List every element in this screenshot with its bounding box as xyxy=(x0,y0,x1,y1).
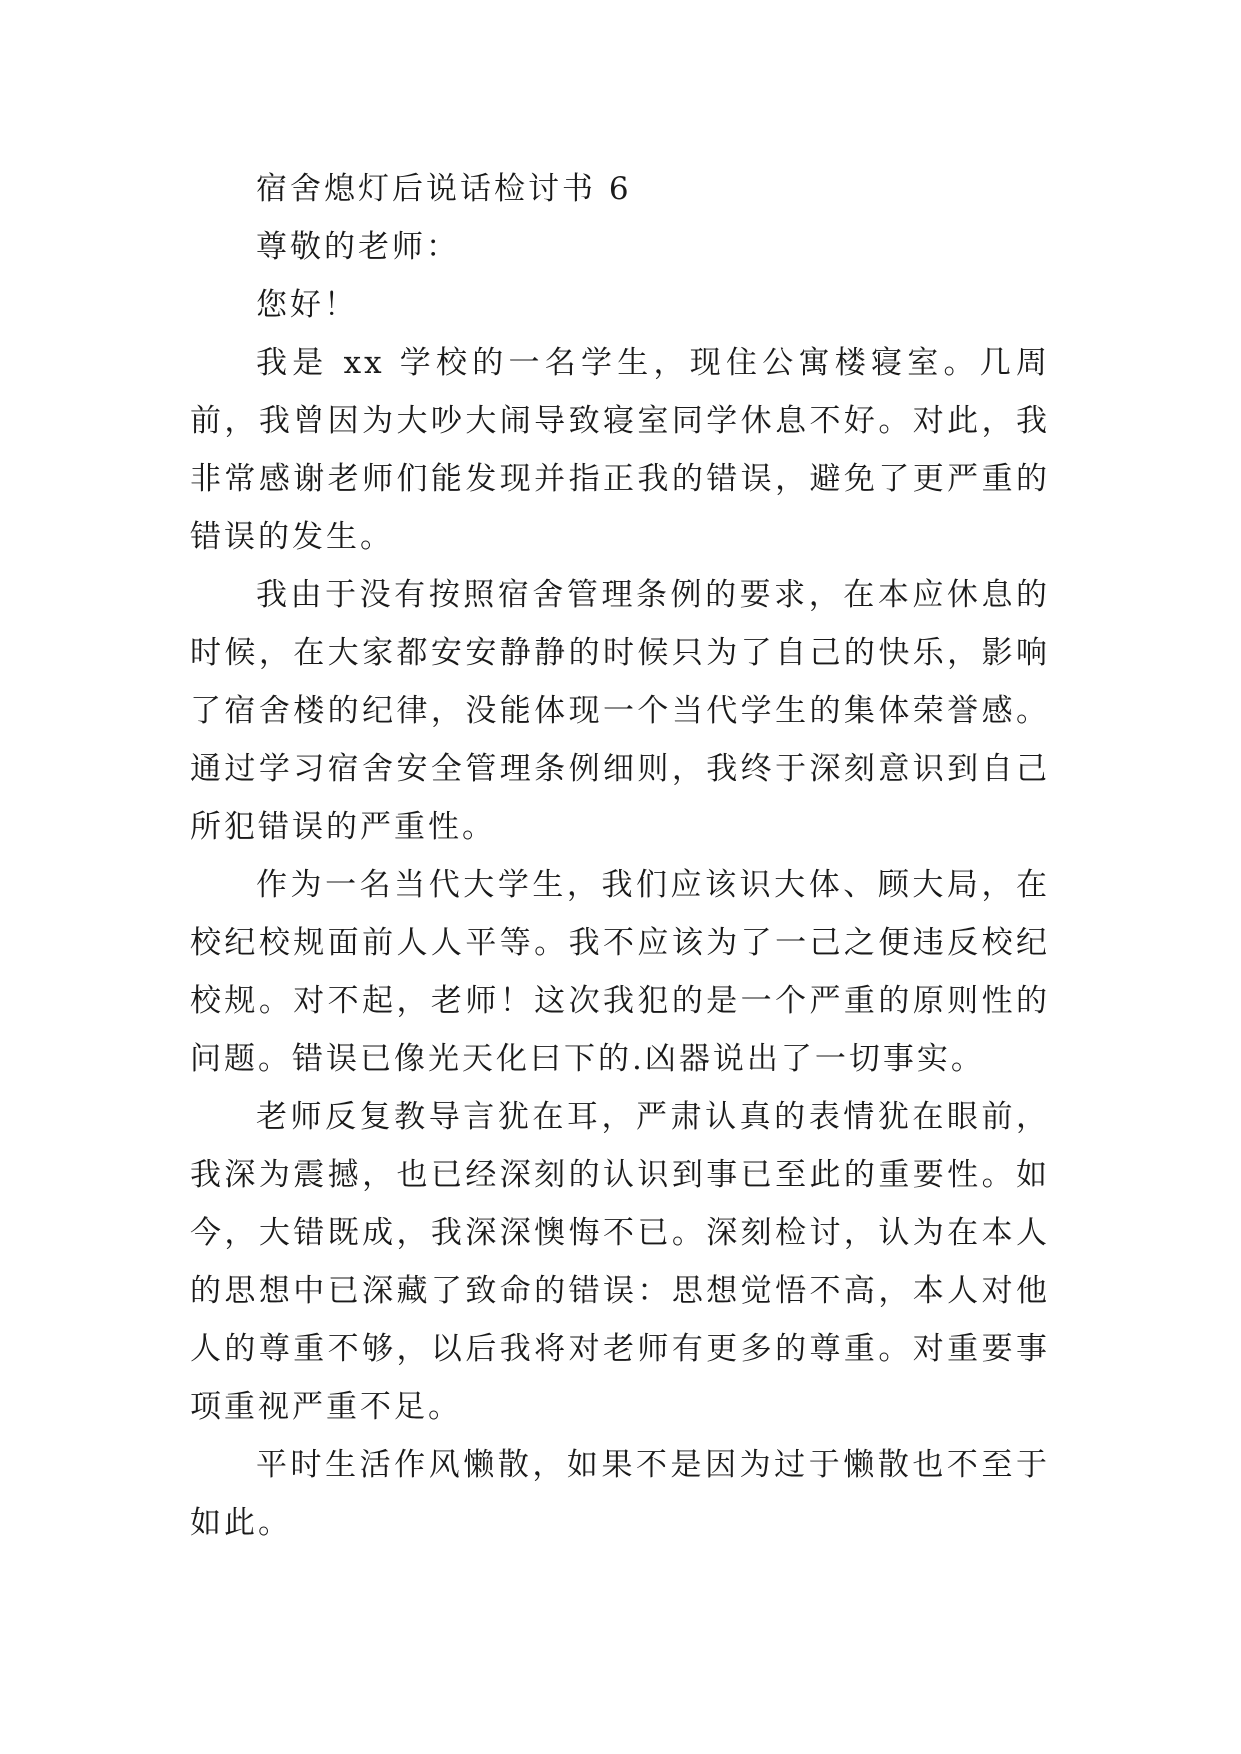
greeting: 您好！ xyxy=(256,287,358,323)
document-title: 宿舍熄灯后说话检讨书 6 xyxy=(256,171,632,207)
paragraph-5: 平时生活作风懒散，如果不是因为过于懒散也不至于如此。 xyxy=(190,1447,1050,1541)
paragraph-4: 老师反复教导言犹在耳，严肃认真的表情犹在眼前，我深为震撼，也已经深刻的认识到事已至此的重要性。如今，大错既成，我深深懊悔不已。深刻检讨，认为在本人的思想中已深藏了致命的错误：思想觉悟不高，本人对他人的尊重不够，以后我将对老师有更多的尊重。对重要事项重视严重不足。 xyxy=(190,1099,1050,1425)
salutation: 尊敬的老师： xyxy=(256,229,460,265)
paragraph-3: 作为一名当代大学生，我们应该识大体、顾大局，在校纪校规面前人人平等。我不应该为了一己之便违反校纪校规。对不起，老师！这次我犯的是一个严重的原则性的问题。错误已像光天化曰下的.凶器说出了一切事实。 xyxy=(190,867,1050,1077)
document-body xyxy=(190,160,1050,1552)
paragraph-1: 我是 xx 学校的一名学生，现住公寓楼寝室。几周前，我曾因为大吵大闹导致寝室同学休息不好。对此，我非常感谢老师们能发现并指正我的错误，避免了更严重的错误的发生。 xyxy=(190,345,1050,555)
paragraph-2: 我由于没有按照宿舍管理条例的要求，在本应休息的时候，在大家都安安静静的时候只为了自己的快乐，影响了宿舍楼的纪律，没能体现一个当代学生的集体荣誉感。通过学习宿舍安全管理条例细则，我终于深刻意识到自己所犯错误的严重性。 xyxy=(190,577,1050,845)
